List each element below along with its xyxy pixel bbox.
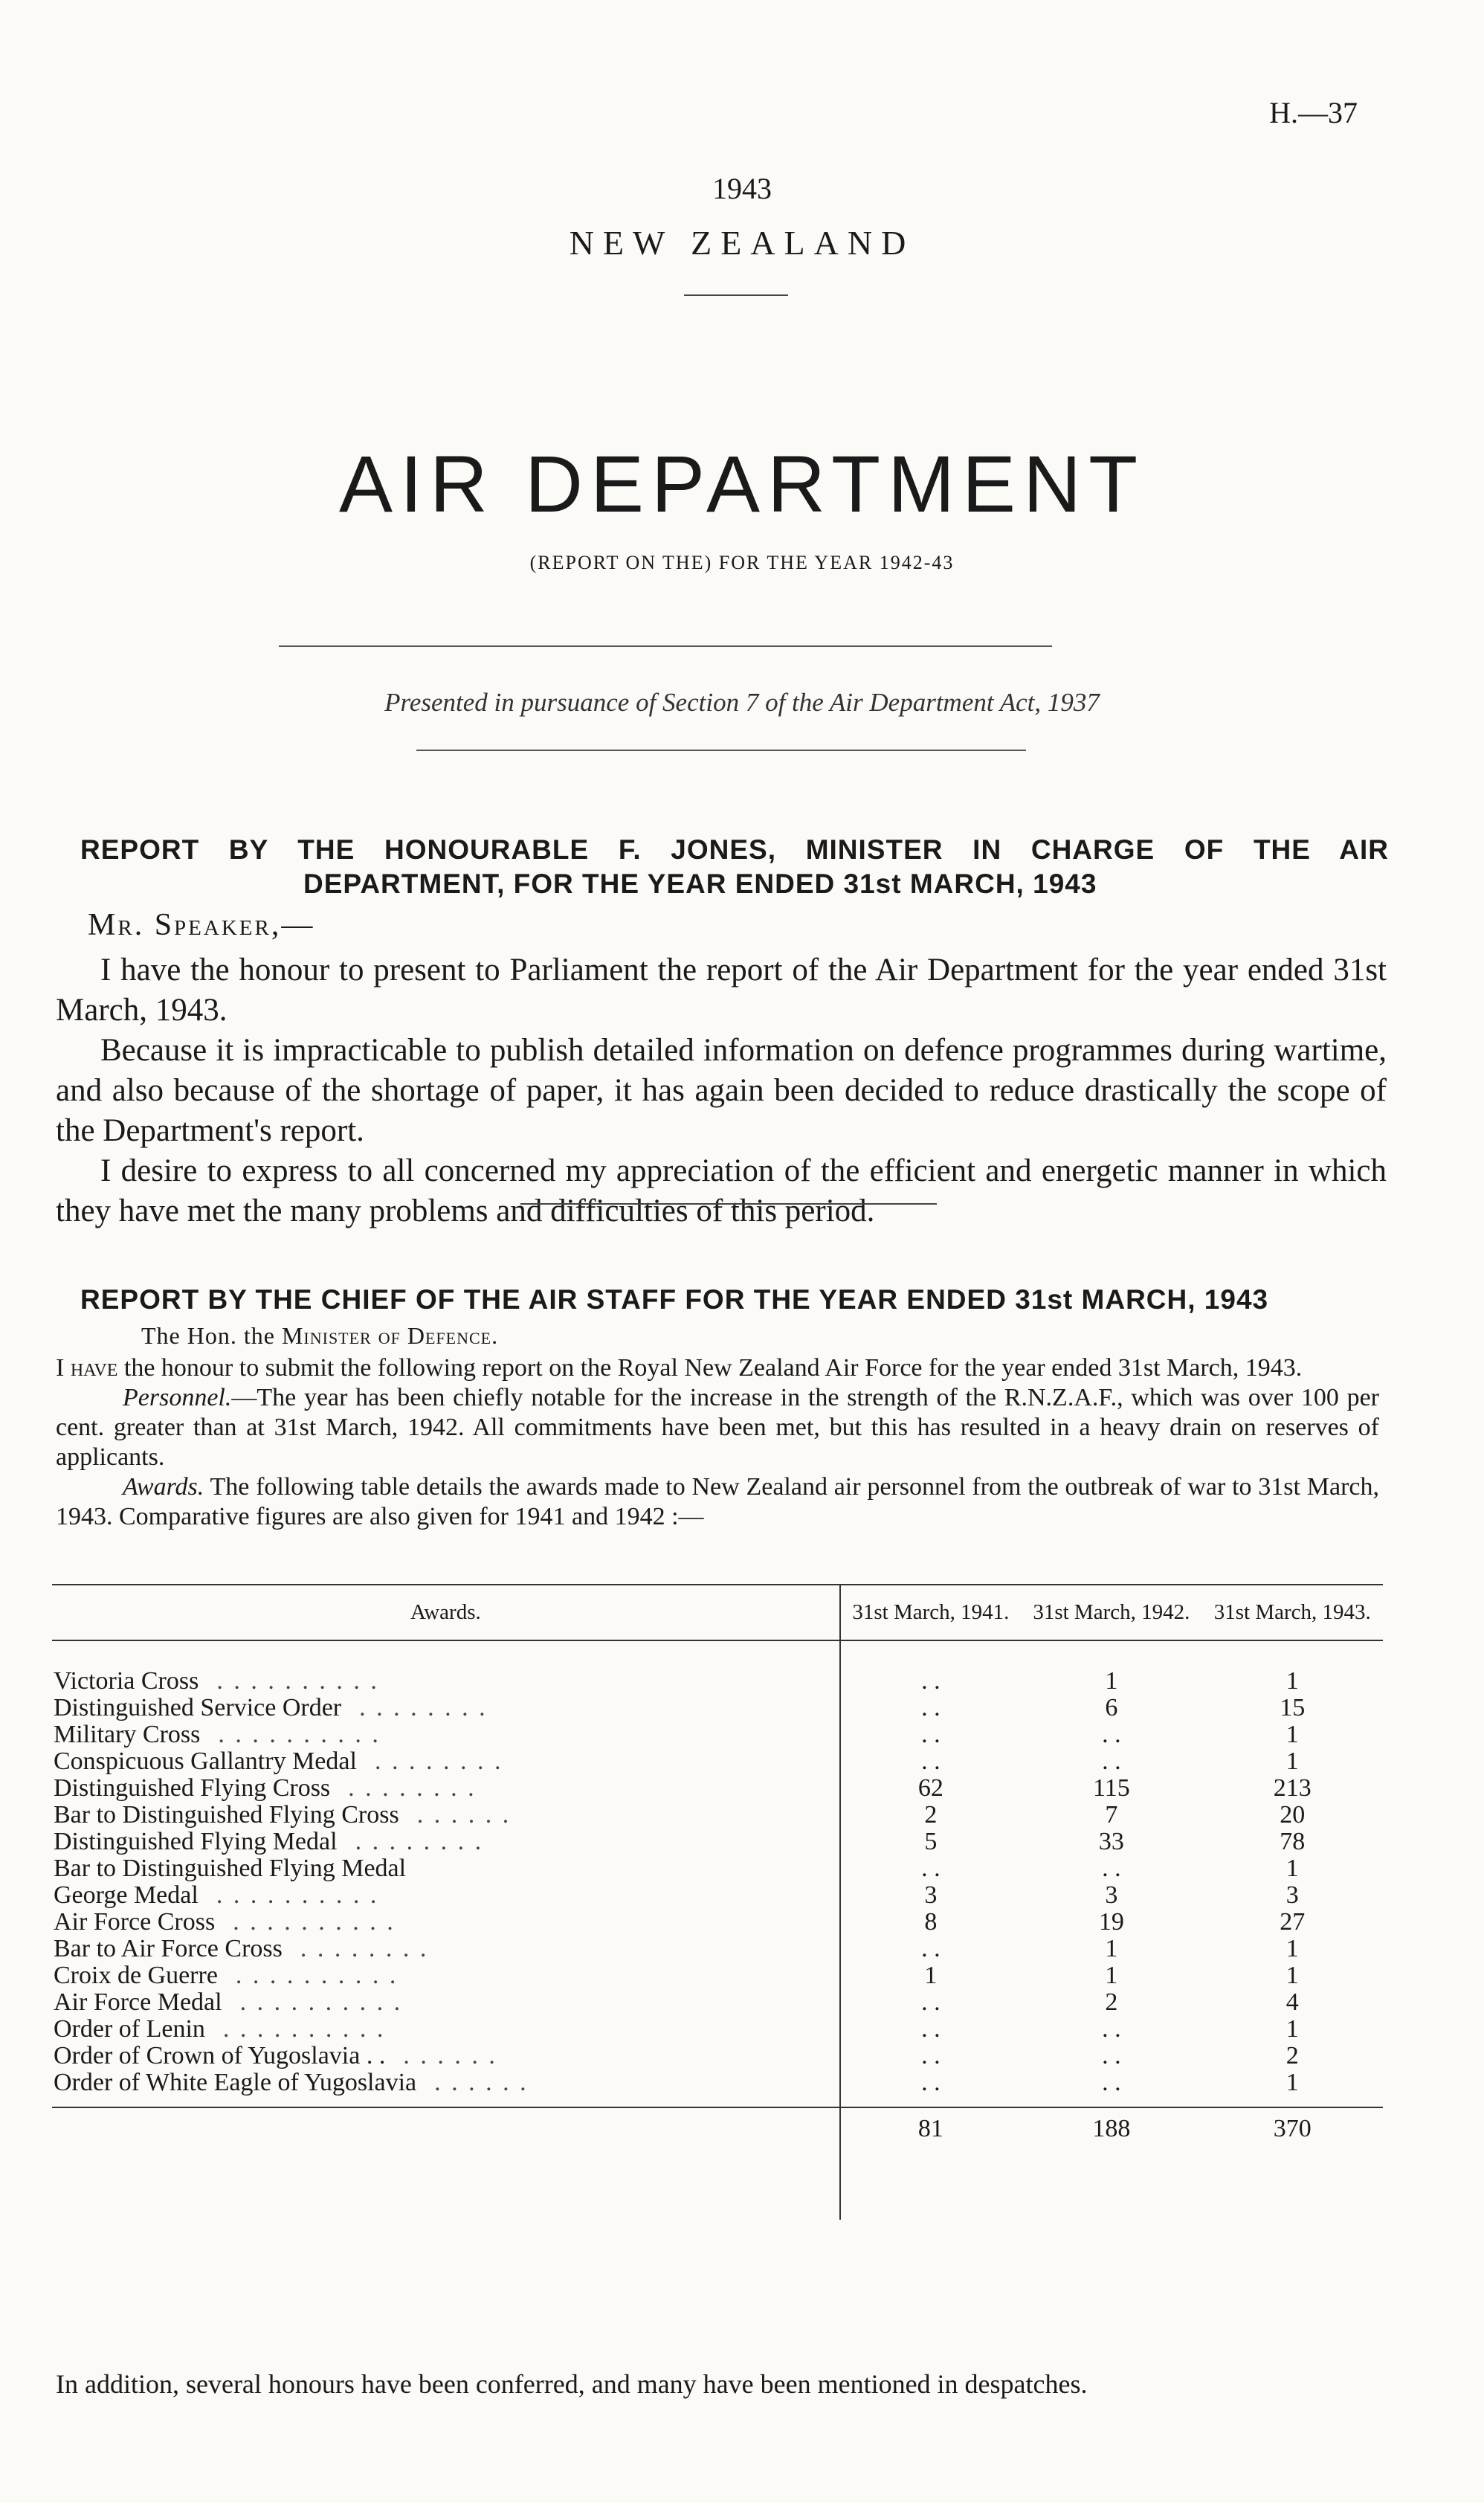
count-1943: 1 xyxy=(1285,1667,1299,1695)
award-name-cell xyxy=(52,2016,840,2043)
count-1941: . . xyxy=(840,1695,1021,1721)
leader-dots: . . . . . . . . xyxy=(348,1774,477,1802)
count-1943: 1 xyxy=(1285,1962,1299,1989)
leader-dots: . . . . . . . . . . xyxy=(222,2015,386,2043)
column-header: 31st March, 1941. xyxy=(840,1585,1021,1640)
presented-line: Presented in pursuance of Section 7 of the Air Department Act, 1937 xyxy=(384,688,1100,717)
table-row xyxy=(52,1936,1383,1962)
count-1941: . . xyxy=(840,1855,1021,1882)
count-1942: . . xyxy=(1102,1721,1121,1748)
divider xyxy=(416,750,1026,751)
count-1943: 20 xyxy=(1280,1801,1306,1829)
leader-dots: . . . . . . . . . . xyxy=(239,1988,403,2016)
count-1941: 1 xyxy=(840,1962,1021,1989)
table-row xyxy=(52,1721,1383,1748)
table-header-row xyxy=(52,1585,1383,1640)
award-name: Victoria Cross xyxy=(54,1667,199,1695)
award-name: Air Force Cross xyxy=(54,1908,216,1936)
leader-dots: . . . . . . . . xyxy=(355,1828,484,1855)
column-header: 31st March, 1942. xyxy=(1021,1585,1201,1640)
count-1942: . . xyxy=(1102,1855,1121,1882)
leader-dots: . . . . . . . . xyxy=(359,1694,488,1721)
table-row xyxy=(52,1829,1383,1855)
count-1942: . . xyxy=(1102,2042,1121,2069)
count-1941: 62 xyxy=(840,1775,1021,1802)
table-row xyxy=(52,1748,1383,1775)
awards-table xyxy=(52,1584,1383,2220)
minister-report-heading xyxy=(80,833,1389,901)
minister-paragraph: I desire to express to all concerned my appreciation of the efficient and energetic manner in which they have met the many problems and difficulties of this period. xyxy=(56,1153,1387,1228)
minister-heading-line1: REPORT BY THE HONOURABLE F. JONES, MINISTER IN CHARGE OF THE AIR xyxy=(80,834,1389,865)
awards-paragraph xyxy=(56,1472,1379,1532)
count-1942: . . xyxy=(1102,2069,1121,2096)
addressee xyxy=(141,1322,498,1350)
award-name: Order of Crown of Yugoslavia . . xyxy=(54,2042,386,2069)
count-1942: . . xyxy=(1102,2015,1121,2043)
leader-dots: . . . . . . . . . . xyxy=(216,1881,379,1909)
count-1942: . . xyxy=(1102,1747,1121,1775)
count-1942: 33 xyxy=(1098,1828,1124,1855)
divider xyxy=(520,1203,937,1205)
award-name: Bar to Distinguished Flying Cross xyxy=(54,1801,399,1829)
awards-label: Awards. xyxy=(123,1473,204,1501)
leader-dots: . . . . . . . . xyxy=(300,1935,429,1962)
column-header: 31st March, 1943. xyxy=(1202,1585,1383,1640)
count-1943: 1 xyxy=(1285,1721,1299,1748)
count-1943: 4 xyxy=(1285,1988,1299,2016)
minister-paragraph: I have the honour to present to Parliament the report of the Air Department for the year ended 31st March, 1943. xyxy=(56,953,1387,1028)
addressee-title: Minister of Defence. xyxy=(281,1322,499,1349)
footer-note: In addition, several honours have been conferred, and many have been mentioned in despatches. xyxy=(56,2369,1088,2399)
spacer-row xyxy=(52,2157,1383,2220)
count-1942: 6 xyxy=(1105,1694,1118,1721)
count-1943: 27 xyxy=(1280,1908,1306,1936)
personnel-text: —The year has been chiefly notable for the increase in the strength of the R.N.Z.A.F., which was over 100 per cent. greater than at 31st March, 1942. All commitments have been met, but this has resulted in a heavy drain on reserves of applicants. xyxy=(56,1384,1379,1471)
intro-first-words: I have xyxy=(56,1354,118,1382)
chief-report-body xyxy=(56,1353,1379,1532)
count-1943: 3 xyxy=(1285,1881,1299,1909)
total-1942: 188 xyxy=(1021,2107,1201,2157)
count-1943: 2 xyxy=(1285,2042,1299,2069)
table-row xyxy=(52,1695,1383,1721)
count-1941: . . xyxy=(840,1936,1021,1962)
award-name-cell xyxy=(52,1882,840,1909)
table-row xyxy=(52,1775,1383,1802)
personnel-label: Personnel. xyxy=(123,1384,232,1411)
table-row xyxy=(52,1962,1383,1989)
intro-paragraph xyxy=(56,1353,1379,1383)
count-1942: 7 xyxy=(1105,1801,1118,1829)
spacer-row xyxy=(52,1640,1383,1668)
count-1941: . . xyxy=(840,2016,1021,2043)
table-row xyxy=(52,1882,1383,1909)
award-name-cell xyxy=(52,1802,840,1829)
table-body xyxy=(52,1640,1383,2220)
count-1941: 2 xyxy=(840,1802,1021,1829)
leader-dots: . . . . . . . . . . xyxy=(235,1962,399,1989)
table-row xyxy=(52,2043,1383,2069)
minister-heading-line2: DEPARTMENT, FOR THE YEAR ENDED 31st MARCH, 1943 xyxy=(303,869,1097,899)
count-1941: . . xyxy=(840,1668,1021,1695)
count-1942: 1 xyxy=(1105,1962,1118,1989)
leader-dots: . . . . . . xyxy=(416,1801,512,1829)
count-1941: 5 xyxy=(840,1829,1021,1855)
count-1943: 78 xyxy=(1280,1828,1306,1855)
minister-paragraph: Because it is impracticable to publish detailed information on defence programmes during wartime, and also because of the shortage of paper, it has again been decided to reduce drastically the scope of the Department's report. xyxy=(56,1033,1387,1148)
award-name-cell xyxy=(52,1748,840,1775)
award-name: Air Force Medal xyxy=(54,1988,222,2016)
award-name-cell xyxy=(52,1695,840,1721)
total-1941: 81 xyxy=(840,2107,1021,2157)
country-name: NEW ZEALAND xyxy=(569,224,915,262)
leader-dots: . . . . . . . . xyxy=(374,1747,503,1775)
intro-text: the honour to submit the following report on the Royal New Zealand Air Force for the year ended 31st March, 1943. xyxy=(117,1354,1303,1382)
award-name: George Medal xyxy=(54,1881,199,1909)
chief-report-heading: REPORT BY THE CHIEF OF THE AIR STAFF FOR THE YEAR ENDED 31st MARCH, 1943 xyxy=(80,1284,1269,1315)
award-name-cell xyxy=(52,1962,840,1989)
leader-dots: . . . . . . . . . . xyxy=(216,1667,379,1695)
leader-dots: . . . . . . xyxy=(434,2069,529,2096)
count-1943: 1 xyxy=(1285,1855,1299,1882)
award-name: Bar to Air Force Cross xyxy=(54,1935,283,1962)
table-row xyxy=(52,2016,1383,2043)
publication-year: 1943 xyxy=(712,172,772,205)
table-row xyxy=(52,1668,1383,1695)
award-name-cell xyxy=(52,1909,840,1936)
award-name: Bar to Distinguished Flying Medal xyxy=(54,1855,407,1882)
leader-dots: . . . . . . . . . . xyxy=(233,1908,396,1936)
count-1941: . . xyxy=(840,1721,1021,1748)
page-subtitle: (REPORT ON THE) FOR THE YEAR 1942-43 xyxy=(529,552,955,573)
leader-dots: . . . . . . . . . . xyxy=(218,1721,381,1748)
count-1943: 1 xyxy=(1285,2069,1299,2096)
award-name: Conspicuous Gallantry Medal xyxy=(54,1747,357,1775)
table-row xyxy=(52,1909,1383,1936)
total-1943: 370 xyxy=(1202,2107,1383,2157)
award-name: Croix de Guerre xyxy=(54,1962,218,1989)
award-name-cell xyxy=(52,2069,840,2107)
award-name-cell xyxy=(52,1775,840,1802)
award-name-cell xyxy=(52,1936,840,1962)
count-1943: 1 xyxy=(1285,2015,1299,2043)
count-1941: . . xyxy=(840,2043,1021,2069)
count-1942: 115 xyxy=(1092,1774,1130,1802)
minister-report-body xyxy=(56,950,1387,1231)
table-row xyxy=(52,1989,1383,2016)
page-number: H.—37 xyxy=(1269,96,1358,129)
award-name-cell xyxy=(52,1989,840,2016)
count-1942: 1 xyxy=(1105,1935,1118,1962)
award-name: Order of White Eagle of Yugoslavia xyxy=(54,2069,417,2096)
count-1942: 3 xyxy=(1105,1881,1118,1909)
award-name: Distinguished Flying Cross xyxy=(54,1774,331,1802)
table-row xyxy=(52,1855,1383,1882)
count-1942: 2 xyxy=(1105,1988,1118,2016)
count-1942: 1 xyxy=(1105,1667,1118,1695)
divider xyxy=(684,294,788,296)
count-1943: 213 xyxy=(1273,1774,1312,1802)
addressee-prefix: The Hon. the xyxy=(141,1322,275,1349)
salutation: Mr. Speaker,— xyxy=(88,908,315,942)
count-1941: 3 xyxy=(840,1882,1021,1909)
count-1941: 8 xyxy=(840,1909,1021,1936)
count-1941: . . xyxy=(840,2069,1021,2107)
table-row xyxy=(52,1802,1383,1829)
award-name: Distinguished Service Order xyxy=(54,1694,342,1721)
awards-text: The following table details the awards made to New Zealand air personnel from the outbreak of war to 31st March, 1943. Comparative figures are also given for 1941 and 1942 :— xyxy=(56,1473,1379,1530)
award-name: Military Cross xyxy=(54,1721,201,1748)
count-1943: 15 xyxy=(1280,1694,1306,1721)
award-name-cell xyxy=(52,1829,840,1855)
count-1942: 19 xyxy=(1098,1908,1124,1936)
personnel-paragraph xyxy=(56,1383,1379,1472)
award-name: Distinguished Flying Medal xyxy=(54,1828,338,1855)
award-name-cell xyxy=(52,2043,840,2069)
page-title: AIR DEPARTMENT xyxy=(338,439,1146,529)
column-header: Awards. xyxy=(52,1585,840,1640)
count-1943: 1 xyxy=(1285,1747,1299,1775)
divider xyxy=(279,645,1052,647)
count-1941: . . xyxy=(840,1748,1021,1775)
table-row xyxy=(52,2069,1383,2107)
award-name: Order of Lenin xyxy=(54,2015,205,2043)
award-name-cell xyxy=(52,1855,840,1882)
award-name-cell xyxy=(52,1668,840,1695)
count-1943: 1 xyxy=(1285,1935,1299,1962)
award-name-cell xyxy=(52,1721,840,1748)
totals-label-cell xyxy=(52,2107,840,2157)
totals-row xyxy=(52,2107,1383,2157)
leader-dots: . . . . . . xyxy=(403,2042,497,2069)
count-1941: . . xyxy=(840,1989,1021,2016)
